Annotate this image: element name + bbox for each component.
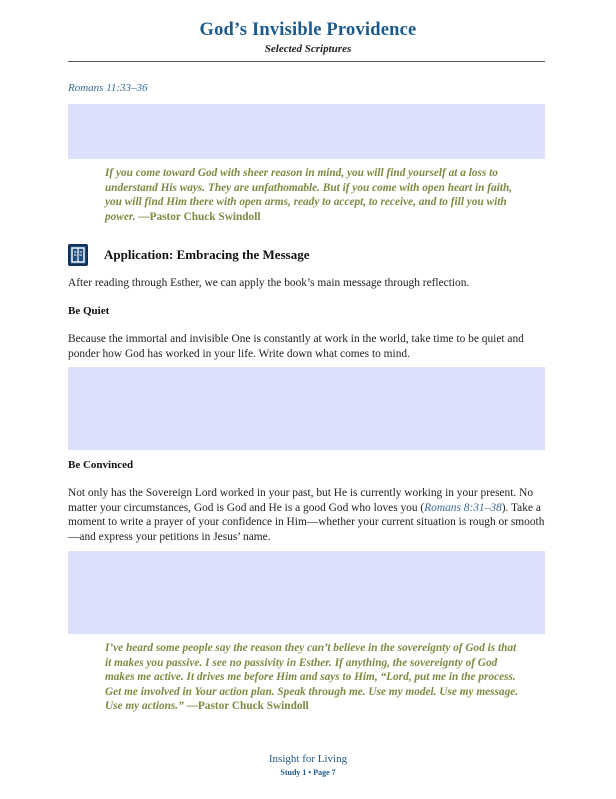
header-divider <box>68 61 545 62</box>
section-heading-be-convinced: Be Convinced <box>68 459 134 471</box>
footer-organization: Insight for Living <box>268 753 348 765</box>
body-text-part-2: ). Take a moment to write a prayer of your confidence in Him—whether your current situation is rough or smooth—and express your petitions in Jesus’ name. <box>68 501 545 543</box>
section-body-be-convinced <box>68 486 545 544</box>
answer-field-2[interactable] <box>68 367 545 450</box>
quote-1-author: —Pastor Chuck Swindoll <box>138 210 261 223</box>
scripture-link-romans-8[interactable]: Romans 8:31–38 <box>424 501 502 514</box>
scripture-reference-link[interactable]: Romans 11:33–36 <box>68 82 148 94</box>
pull-quote-2 <box>105 641 525 714</box>
open-book-icon <box>68 244 88 266</box>
page-subtitle: Selected Scriptures <box>264 43 352 55</box>
answer-field-3[interactable] <box>68 551 545 634</box>
quote-1-text: If you come toward God with sheer reason in mind, you will find yourself at a loss to understand His ways. They are unfathomable. But if you come with open heart in faith, you will find Him there with open arms, ready to accept, to receive, and to fill you with power. <box>105 167 513 223</box>
section-heading-be-quiet: Be Quiet <box>68 305 110 317</box>
application-intro: After reading through Esther, we can apply the book’s main message through reflection. <box>68 277 470 289</box>
answer-field-1[interactable] <box>68 104 545 159</box>
quote-2-text: I’ve heard some people say the reason they can’t believe in the sovereignty of God is that it makes you passive. I see no passivity in Esther. If anything, the sovereignty of God makes me active. It drives me before Him and says to Him, “Lord, put me in the process. Get me involved in Your action plan. Speak through me. Use my model. Use my message. Use my actions.” <box>105 642 519 712</box>
section-body-be-quiet: Because the immortal and invisible One is constantly at work in the world, take time to be quiet and ponder how God has worked in your life. Write down what comes to mind. <box>68 333 524 360</box>
application-heading: Application: Embracing the Message <box>104 247 310 262</box>
body-text-part-1: Not only has the Sovereign Lord worked in your past, but He is currently working in your present. No matter your circumstances, God is God and He is a good God who loves you ( <box>68 487 534 514</box>
page-title: God’s Invisible Providence <box>199 20 417 40</box>
footer-page-info: Study 1 • Page 7 <box>280 768 336 777</box>
pull-quote-1 <box>105 166 525 224</box>
quote-2-author: —Pastor Chuck Swindoll <box>186 700 309 712</box>
